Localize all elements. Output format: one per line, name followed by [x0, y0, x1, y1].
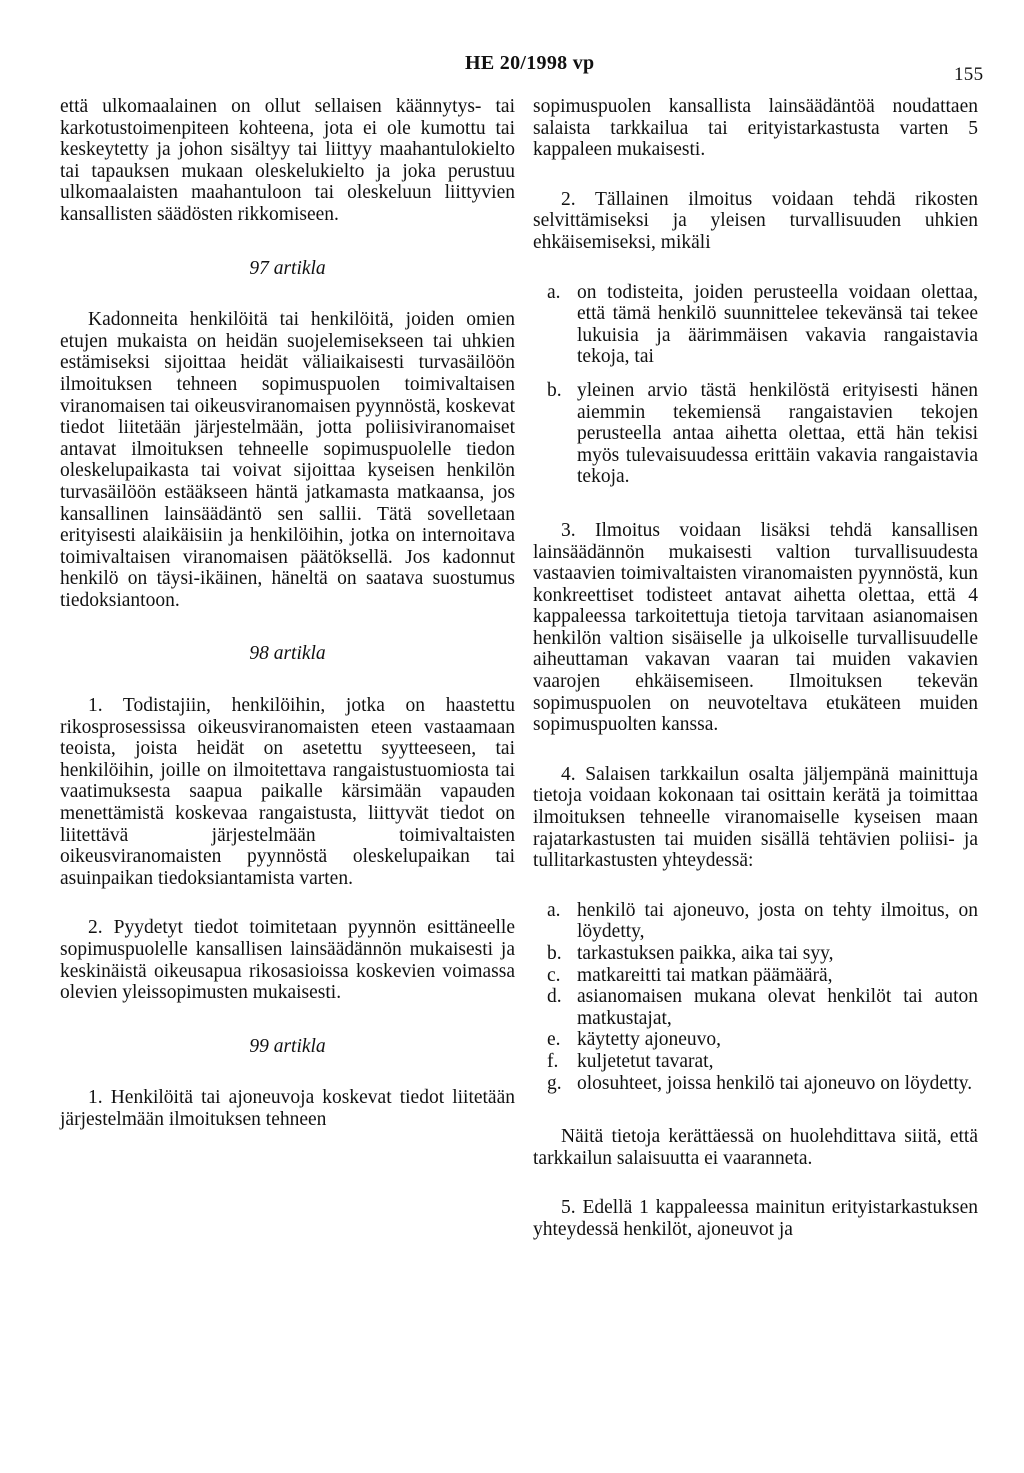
list-marker: g. [547, 1072, 562, 1094]
paragraph-4: 4. Salaisen tarkkailun osalta jäljempänä mainittuja tietoja voidaan kokonaan tai osittain kerätä ja toimittaa ilmoituksen tehneelle viranomaiselle kyseisen maan rajatarkastusten tai muiden sisällä tehtävien poliisi- ja tullitarkastusten yhteydessä: [533, 763, 978, 872]
paragraph-2: 2. Tällainen ilmoitus voidaan tehdä rikosten selvittämiseksi ja yleisen turvallisuuden uhkien ehkäisemiseksi, mikäli [533, 188, 978, 253]
conditions-list [533, 282, 978, 488]
list-marker: f. [547, 1050, 559, 1072]
paragraph-3: 3. Ilmoitus voidaan lisäksi tehdä kansallisen lainsäädännön mukaisesti valtion turvallisuudesta vastaavien toimivaltaisten viranomaisten pyynnöstä, kun konkreettiset todisteet antavat aihetta olettaa, että 4 kappaleessa tarkoitettuja tietoja tarvitaan asianomaisen henkilön valtion sisäiselle ja ulkoiselle turvallisuudelle aiheuttaman vakavan vaaran tai muiden vakavien vaarojen ehkäisemiseen. Ilmoituksen tekevän sopimuspuolen on neuvoteltava etukäteen muiden sopimuspuolten kanssa. [533, 519, 978, 736]
list-item-text: yleinen arvio tästä henkilöstä erityisesti hänen aiemmin tekemiensä rangaistavien tekojen perusteella antaa aihetta olettaa, että hän tekisi myös tulevaisuudessa erittäin vakavia rangaistavia tekoja. [577, 379, 978, 488]
list-marker: e. [547, 1029, 561, 1051]
list-item-text: käytetty ajoneuvo, [577, 1029, 722, 1051]
right-column [533, 96, 978, 1241]
list-item [533, 1051, 978, 1073]
collected-data-list [533, 900, 978, 1094]
running-header-title: HE 20/1998 vp [465, 52, 595, 74]
article-98-paragraph-1: 1. Todistajiin, henkilöihin, jotka on haastettu rikosprosessissa oikeusviranomaisten eteen vastaamaan teoista, joista heidät on asetettu syytteeseen, tai henkilöihin, joille on ilmoitettava rangaistustuomiosta tai vaatimuksesta saapua paikalle kärsimään vapauden menettämistä koskevaa rangaistusta, liittyvät tiedot on liitettävä järjestelmään toimivaltaisten oikeusviranomaisten pyynnöstä oleskelupaikan tai asuinpaikan tiedoksiantamista varten. [60, 695, 515, 889]
list-item [533, 965, 978, 987]
paragraph-5: 5. Edellä 1 kappaleessa mainitun erityistarkastuksen yhteydessä henkilöt, ajoneuvot ja [533, 1197, 978, 1240]
list-item [533, 282, 978, 368]
article-99-heading: 99 artikla [249, 1035, 326, 1057]
article-97-heading: 97 artikla [249, 257, 326, 279]
list-item-text: matkareitti tai matkan päämäärä, [577, 964, 833, 986]
list-item [533, 986, 978, 1029]
note-paragraph: Näitä tietoja kerättäessä on huolehdittava siitä, että tarkkailun salaisuutta ei vaaranneta. [533, 1126, 978, 1169]
list-item-text: asianomaisen mukana olevat henkilöt tai auton matkustajat, [577, 986, 978, 1029]
list-marker: b. [547, 379, 562, 401]
list-marker: c. [547, 964, 561, 986]
article-97-paragraph: Kadonneita henkilöitä tai henkilöitä, joiden omien etujen mukaista on heidän suojelemisekseen tai uhkien estämiseksi sijoittaa heidät väliaikaisesti turvasäilöön ilmoituksen tehneen sopimuspuolen toimivaltaisen viranomaisen tai oikeusviranomaisen pyynnöstä, koskevat tiedot liitetään järjestelmään, jotta poliisiviranomaiset antavat ilmoituksen tehneelle sopimuspuolelle tiedon oleskelupaikasta tai voivat sijoittaa kyseisen henkilön turvasäilöön estääkseen häntä jatkamasta matkaansa, jos kansallinen lainsäädäntö sen sallii. Tätä sovelletaan erityisesti alaikäisiin ja henkilöihin, jotka on internoitava toimivaltaisen viranomaisen päätöksellä. Jos kadonnut henkilö on täysi-ikäinen, häneltä on saatava suostumus tiedoksiantoon. [60, 309, 515, 611]
article-98-paragraph-2: 2. Pyydetyt tiedot toimitetaan pyynnön esittäneelle sopimuspuolelle kansallisen lainsäädännön mukaisesti ja keskinäistä oikeusapua rikosasioissa koskevien voimassa olevien yleissopimusten mukaisesti. [60, 917, 515, 1004]
article-99-paragraph-1: 1. Henkilöitä tai ajoneuvoja koskevat tiedot liitetään järjestelmään ilmoituksen tehneen [60, 1087, 515, 1130]
list-marker: d. [547, 986, 562, 1008]
list-item [533, 380, 978, 488]
right-intro-paragraph: sopimuspuolen kansallista lainsäädäntöä noudattaen salaista tarkkailua tai erityistarkastusta varten 5 kappaleen mukaisesti. [533, 96, 978, 161]
list-item-text: kuljetetut tavarat, [577, 1050, 714, 1072]
list-item-text: on todisteita, joiden perusteella voidaan olettaa, että tämä henkilö suunnittelee tekevänsä tai tekee lukuisia ja äärimmäisen vakavia rangaistavia tekoja, tai [577, 281, 978, 368]
list-item [533, 900, 978, 943]
list-item-text: tarkastuksen paikka, aika tai syy, [577, 943, 834, 964]
list-item-text: olosuhteet, joissa henkilö tai ajoneuvo on löydetty. [577, 1072, 973, 1094]
left-intro-paragraph: että ulkomaalainen on ollut sellaisen käännytys- tai karkotustoimenpiteen kohteena, jota ei ole kumottu tai keskeytetty ja johon sisältyy tai liittyy maahantulokielto tai tapauksen mukaan oleskelukielto ja joka perustuu ulkomaalaisten maahantuloon tai oleskeluun liittyvien kansallisten säädösten rikkomiseen. [60, 96, 515, 225]
list-item [533, 1073, 978, 1095]
list-marker: b. [547, 943, 562, 964]
list-item-text: henkilö tai ajoneuvo, josta on tehty ilmoitus, on löydetty, [577, 899, 978, 943]
page-number: 155 [954, 64, 984, 85]
list-marker: a. [547, 899, 561, 921]
list-item [533, 943, 978, 965]
list-marker: a. [547, 281, 561, 303]
article-98-heading: 98 artikla [249, 643, 326, 665]
left-column [60, 96, 515, 1131]
list-item [533, 1029, 978, 1051]
